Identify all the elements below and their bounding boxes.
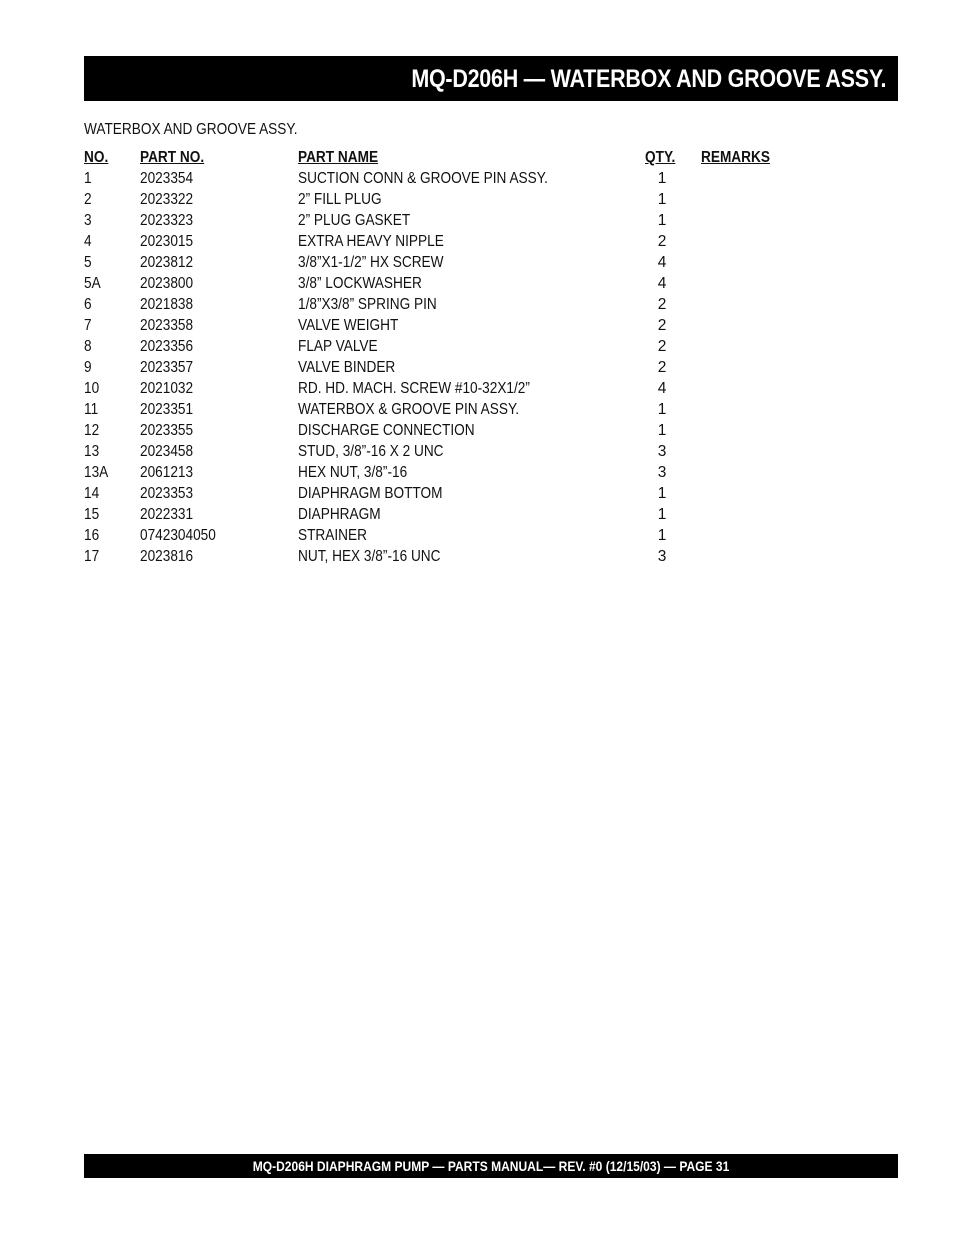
cell-part-no: 2023355 [140,422,194,439]
cell-part-no: 2022331 [140,506,194,523]
cell-no: 2 [84,191,92,208]
cell-no: 13A [84,464,109,481]
cell-part-no: 2023351 [140,401,194,418]
footer-text: MQ-D206H DIAPHRAGM PUMP — PARTS MANUAL— REV. #0 (12/15/03) — PAGE 31 [252,1158,730,1174]
cell-part-name: SUCTION CONN & GROOVE PIN ASSY. [298,170,548,187]
section-title: WATERBOX AND GROOVE ASSY. [84,121,298,138]
cell-part-name: DIAPHRAGM [298,506,381,523]
cell-qty: 3 [657,464,667,481]
cell-qty: 1 [657,191,667,208]
cell-no: 9 [84,359,92,376]
cell-part-name: FLAP VALVE [298,338,378,355]
column-header-part-name: PART NAME [298,149,379,166]
table-row [84,357,804,378]
cell-part-name: HEX NUT, 3/8”-16 [298,464,408,481]
cell-part-no: 2023322 [140,191,194,208]
cell-qty: 3 [657,443,667,460]
cell-part-no: 2023358 [140,317,194,334]
cell-part-name: RD. HD. MACH. SCREW #10-32X1/2” [298,380,530,397]
cell-qty: 3 [657,548,667,565]
table-row [84,546,804,567]
cell-no: 1 [84,170,92,187]
column-header-qty: QTY. [645,149,676,166]
table-header-row [84,147,804,168]
cell-no: 12 [84,422,100,439]
cell-part-name: 2” PLUG GASKET [298,212,411,229]
cell-qty: 1 [657,527,667,544]
table-row [84,483,804,504]
cell-part-name: DIAPHRAGM BOTTOM [298,485,443,502]
cell-part-name: STUD, 3/8”-16 X 2 UNC [298,443,444,460]
cell-no: 17 [84,548,100,565]
cell-no: 16 [84,527,100,544]
cell-part-no: 2023354 [140,170,194,187]
cell-no: 7 [84,317,92,334]
page-header-bar [84,56,898,101]
column-header-remarks: REMARKS [701,149,770,166]
cell-part-name: DISCHARGE CONNECTION [298,422,475,439]
table-row [84,231,804,252]
table-row [84,462,804,483]
cell-no: 6 [84,296,92,313]
cell-part-no: 2023800 [140,275,194,292]
table-row [84,168,804,189]
cell-part-no: 2023458 [140,443,194,460]
cell-no: 4 [84,233,92,250]
table-row [84,504,804,525]
table-row [84,294,804,315]
table-row [84,273,804,294]
table-row [84,210,804,231]
cell-qty: 2 [657,338,667,355]
cell-part-no: 2023015 [140,233,194,250]
cell-part-no: 2023357 [140,359,194,376]
table-row [84,420,804,441]
cell-part-no: 2023812 [140,254,194,271]
parts-table [84,147,804,567]
cell-part-no: 0742304050 [140,527,216,544]
cell-no: 10 [84,380,100,397]
column-header-no: NO. [84,149,109,166]
table-row [84,315,804,336]
cell-part-name: NUT, HEX 3/8”-16 UNC [298,548,441,565]
cell-qty: 4 [657,275,667,292]
cell-no: 15 [84,506,100,523]
cell-part-name: EXTRA HEAVY NIPPLE [298,233,444,250]
cell-qty: 2 [657,359,667,376]
cell-part-name: STRAINER [298,527,367,544]
cell-part-no: 2021032 [140,380,194,397]
table-body [84,168,804,567]
cell-no: 8 [84,338,92,355]
cell-no: 13 [84,443,100,460]
cell-part-no: 2023816 [140,548,194,565]
cell-qty: 1 [657,485,667,502]
cell-part-name: 2” FILL PLUG [298,191,382,208]
table-row [84,378,804,399]
cell-part-no: 2021838 [140,296,194,313]
table-row [84,189,804,210]
cell-qty: 4 [657,254,667,271]
cell-qty: 1 [657,212,667,229]
page-title: MQ-D206H — WATERBOX AND GROOVE ASSY. [411,65,886,93]
cell-qty: 2 [657,233,667,250]
cell-part-no: 2061213 [140,464,194,481]
page-footer-bar [84,1154,898,1178]
cell-qty: 1 [657,170,667,187]
table-row [84,336,804,357]
cell-part-name: WATERBOX & GROOVE PIN ASSY. [298,401,520,418]
column-header-part-no: PART NO. [140,149,205,166]
cell-qty: 1 [657,401,667,418]
cell-no: 3 [84,212,92,229]
cell-part-name: 1/8”X3/8” SPRING PIN [298,296,437,313]
cell-qty: 2 [657,317,667,334]
cell-no: 11 [84,401,99,418]
cell-part-no: 2023356 [140,338,194,355]
cell-qty: 1 [657,506,667,523]
table-row [84,252,804,273]
cell-part-name: 3/8”X1-1/2” HX SCREW [298,254,444,271]
cell-part-name: VALVE BINDER [298,359,396,376]
cell-no: 5A [84,275,101,292]
table-row [84,441,804,462]
cell-no: 14 [84,485,100,502]
table-row [84,525,804,546]
cell-qty: 4 [657,380,667,397]
table-row [84,399,804,420]
cell-qty: 2 [657,296,667,313]
cell-qty: 1 [657,422,667,439]
cell-part-name: VALVE WEIGHT [298,317,399,334]
cell-part-no: 2023353 [140,485,194,502]
cell-no: 5 [84,254,92,271]
cell-part-name: 3/8” LOCKWASHER [298,275,422,292]
cell-part-no: 2023323 [140,212,194,229]
